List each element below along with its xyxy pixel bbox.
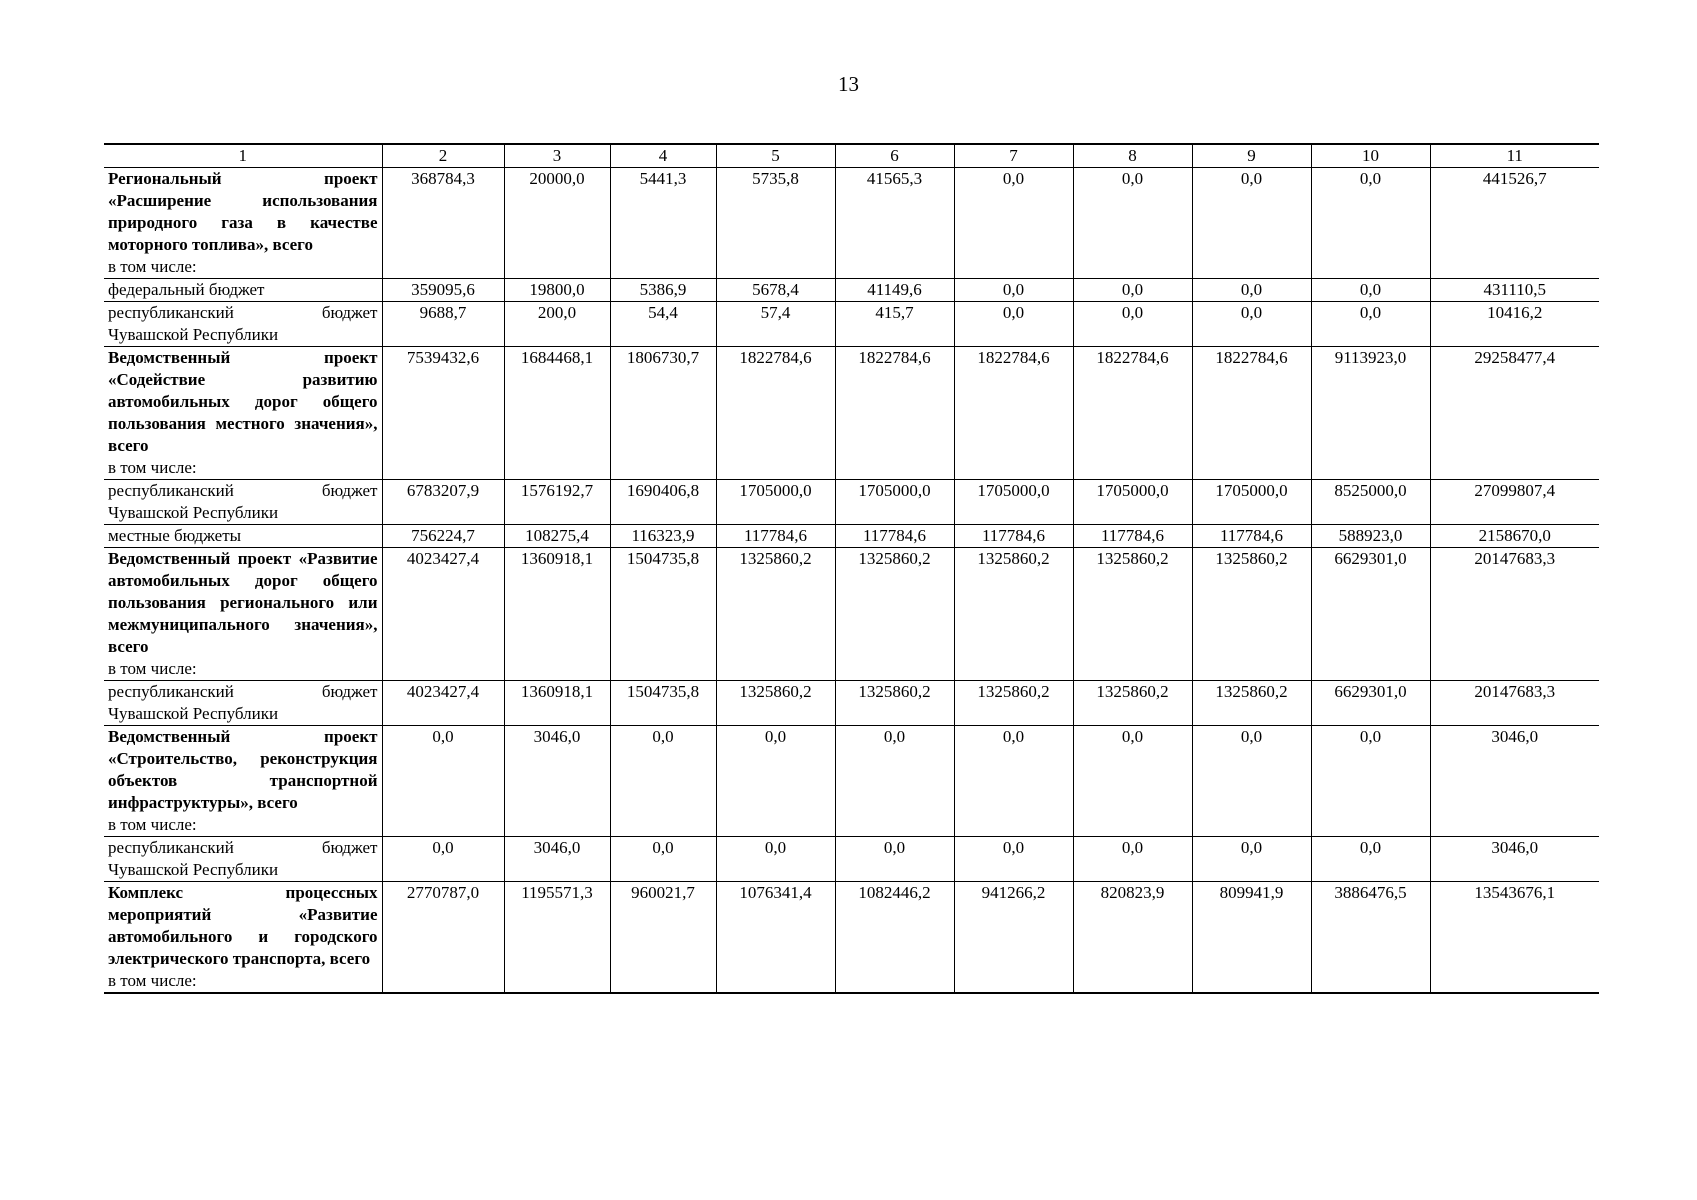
value-cell-col-5: 57,4 <box>716 302 835 347</box>
value-cell-col-4: 5441,3 <box>610 168 716 279</box>
table-row-item <box>104 681 1599 726</box>
column-header-1: 1 <box>104 144 382 168</box>
value-cell-col-8: 0,0 <box>1073 726 1192 837</box>
value-cell-col-9: 1325860,2 <box>1192 548 1311 681</box>
value-cell-col-8: 117784,6 <box>1073 525 1192 548</box>
value-cell-col-7: 941266,2 <box>954 882 1073 994</box>
value-cell-col-3: 1684468,1 <box>504 347 610 480</box>
value-cell-col-10: 3886476,5 <box>1311 882 1430 994</box>
table-row-group <box>104 882 1599 994</box>
table-row-item <box>104 302 1599 347</box>
value-cell-col-5: 117784,6 <box>716 525 835 548</box>
value-cell-col-4: 1504735,8 <box>610 548 716 681</box>
column-header-7: 7 <box>954 144 1073 168</box>
value-cell-col-8: 0,0 <box>1073 168 1192 279</box>
table-body <box>104 168 1599 994</box>
row-title-cell <box>104 548 382 681</box>
value-cell-col-11: 3046,0 <box>1430 726 1599 837</box>
row-title-cell <box>104 882 382 994</box>
value-cell-col-4: 1690406,8 <box>610 480 716 525</box>
value-cell-col-2: 6783207,9 <box>382 480 504 525</box>
table-row-group <box>104 168 1599 279</box>
row-label: федеральный бюджет <box>104 279 382 302</box>
value-cell-col-11: 20147683,3 <box>1430 548 1599 681</box>
row-title: Ведомственный проект «Содействие развитию автомобильных дорог общего пользования местного значения», всего <box>108 348 378 455</box>
value-cell-col-4: 54,4 <box>610 302 716 347</box>
column-header-11: 11 <box>1430 144 1599 168</box>
value-cell-col-6: 0,0 <box>835 726 954 837</box>
value-cell-col-4: 960021,7 <box>610 882 716 994</box>
value-cell-col-2: 2770787,0 <box>382 882 504 994</box>
value-cell-col-6: 1325860,2 <box>835 548 954 681</box>
value-cell-col-8: 0,0 <box>1073 279 1192 302</box>
column-header-4: 4 <box>610 144 716 168</box>
row-label: республиканский бюджет Чувашской Республики <box>104 681 382 726</box>
row-label: республиканский бюджет Чувашской Республики <box>104 302 382 347</box>
row-title: Ведомственный проект «Развитие автомобильных дорог общего пользования регионального или межмуниципального значения», всего <box>108 549 378 656</box>
value-cell-col-9: 809941,9 <box>1192 882 1311 994</box>
value-cell-col-11: 441526,7 <box>1430 168 1599 279</box>
row-label: местные бюджеты <box>104 525 382 548</box>
value-cell-col-9: 0,0 <box>1192 279 1311 302</box>
value-cell-col-5: 0,0 <box>716 726 835 837</box>
value-cell-col-8: 1822784,6 <box>1073 347 1192 480</box>
value-cell-col-4: 0,0 <box>610 726 716 837</box>
value-cell-col-11: 27099807,4 <box>1430 480 1599 525</box>
value-cell-col-5: 0,0 <box>716 837 835 882</box>
table-row-item <box>104 480 1599 525</box>
value-cell-col-8: 0,0 <box>1073 837 1192 882</box>
table-row-item <box>104 837 1599 882</box>
value-cell-col-8: 1325860,2 <box>1073 681 1192 726</box>
value-cell-col-8: 1705000,0 <box>1073 480 1192 525</box>
column-header-10: 10 <box>1311 144 1430 168</box>
value-cell-col-10: 0,0 <box>1311 726 1430 837</box>
row-title-cell <box>104 168 382 279</box>
value-cell-col-11: 29258477,4 <box>1430 347 1599 480</box>
value-cell-col-6: 1822784,6 <box>835 347 954 480</box>
value-cell-col-2: 4023427,4 <box>382 548 504 681</box>
table-row-group <box>104 347 1599 480</box>
value-cell-col-5: 1325860,2 <box>716 548 835 681</box>
table-row-group <box>104 726 1599 837</box>
value-cell-col-2: 368784,3 <box>382 168 504 279</box>
value-cell-col-2: 0,0 <box>382 726 504 837</box>
table-row-item <box>104 525 1599 548</box>
column-header-8: 8 <box>1073 144 1192 168</box>
value-cell-col-7: 0,0 <box>954 279 1073 302</box>
row-subtitle: в том числе: <box>108 971 197 990</box>
value-cell-col-3: 3046,0 <box>504 726 610 837</box>
budget-table <box>104 143 1599 994</box>
value-cell-col-7: 1705000,0 <box>954 480 1073 525</box>
value-cell-col-3: 1360918,1 <box>504 548 610 681</box>
value-cell-col-10: 6629301,0 <box>1311 681 1430 726</box>
value-cell-col-5: 5678,4 <box>716 279 835 302</box>
value-cell-col-6: 0,0 <box>835 837 954 882</box>
value-cell-col-9: 0,0 <box>1192 302 1311 347</box>
value-cell-col-3: 19800,0 <box>504 279 610 302</box>
value-cell-col-6: 415,7 <box>835 302 954 347</box>
value-cell-col-9: 0,0 <box>1192 168 1311 279</box>
value-cell-col-2: 9688,7 <box>382 302 504 347</box>
value-cell-col-11: 2158670,0 <box>1430 525 1599 548</box>
row-subtitle: в том числе: <box>108 815 197 834</box>
value-cell-col-9: 117784,6 <box>1192 525 1311 548</box>
value-cell-col-9: 1705000,0 <box>1192 480 1311 525</box>
value-cell-col-7: 1325860,2 <box>954 548 1073 681</box>
value-cell-col-10: 0,0 <box>1311 302 1430 347</box>
value-cell-col-9: 1822784,6 <box>1192 347 1311 480</box>
column-number-row <box>104 144 1599 168</box>
value-cell-col-8: 820823,9 <box>1073 882 1192 994</box>
value-cell-col-6: 1325860,2 <box>835 681 954 726</box>
value-cell-col-9: 0,0 <box>1192 837 1311 882</box>
value-cell-col-7: 0,0 <box>954 302 1073 347</box>
value-cell-col-11: 10416,2 <box>1430 302 1599 347</box>
value-cell-col-2: 4023427,4 <box>382 681 504 726</box>
value-cell-col-4: 0,0 <box>610 837 716 882</box>
value-cell-col-2: 359095,6 <box>382 279 504 302</box>
value-cell-col-8: 0,0 <box>1073 302 1192 347</box>
column-header-2: 2 <box>382 144 504 168</box>
value-cell-col-3: 108275,4 <box>504 525 610 548</box>
value-cell-col-11: 13543676,1 <box>1430 882 1599 994</box>
row-title-cell <box>104 347 382 480</box>
value-cell-col-4: 116323,9 <box>610 525 716 548</box>
value-cell-col-2: 7539432,6 <box>382 347 504 480</box>
value-cell-col-3: 1195571,3 <box>504 882 610 994</box>
table-row-item <box>104 279 1599 302</box>
column-header-3: 3 <box>504 144 610 168</box>
row-title: Комплекс процессных мероприятий «Развитие автомобильного и городского электрического транспорта, всего <box>108 883 378 968</box>
value-cell-col-7: 0,0 <box>954 726 1073 837</box>
value-cell-col-6: 1082446,2 <box>835 882 954 994</box>
value-cell-col-4: 1806730,7 <box>610 347 716 480</box>
value-cell-col-7: 1822784,6 <box>954 347 1073 480</box>
value-cell-col-5: 1076341,4 <box>716 882 835 994</box>
value-cell-col-8: 1325860,2 <box>1073 548 1192 681</box>
value-cell-col-9: 0,0 <box>1192 726 1311 837</box>
value-cell-col-11: 431110,5 <box>1430 279 1599 302</box>
value-cell-col-7: 1325860,2 <box>954 681 1073 726</box>
value-cell-col-10: 9113923,0 <box>1311 347 1430 480</box>
page-number: 13 <box>838 72 859 96</box>
row-subtitle: в том числе: <box>108 257 197 276</box>
value-cell-col-6: 117784,6 <box>835 525 954 548</box>
value-cell-col-10: 0,0 <box>1311 279 1430 302</box>
value-cell-col-10: 0,0 <box>1311 837 1430 882</box>
value-cell-col-5: 1705000,0 <box>716 480 835 525</box>
column-header-9: 9 <box>1192 144 1311 168</box>
value-cell-col-5: 1325860,2 <box>716 681 835 726</box>
value-cell-col-3: 200,0 <box>504 302 610 347</box>
value-cell-col-4: 5386,9 <box>610 279 716 302</box>
value-cell-col-11: 3046,0 <box>1430 837 1599 882</box>
value-cell-col-2: 756224,7 <box>382 525 504 548</box>
value-cell-col-6: 1705000,0 <box>835 480 954 525</box>
value-cell-col-10: 8525000,0 <box>1311 480 1430 525</box>
value-cell-col-10: 6629301,0 <box>1311 548 1430 681</box>
value-cell-col-5: 5735,8 <box>716 168 835 279</box>
value-cell-col-2: 0,0 <box>382 837 504 882</box>
value-cell-col-3: 1576192,7 <box>504 480 610 525</box>
row-title: Региональный проект «Расширение использования природного газа в качестве моторного топлива», всего <box>108 169 378 254</box>
row-subtitle: в том числе: <box>108 659 197 678</box>
column-header-6: 6 <box>835 144 954 168</box>
row-title: Ведомственный проект «Строительство, реконструкция объектов транспортной инфраструктуры», всего <box>108 727 378 812</box>
row-label: республиканский бюджет Чувашской Республики <box>104 837 382 882</box>
value-cell-col-3: 1360918,1 <box>504 681 610 726</box>
row-title-cell <box>104 726 382 837</box>
value-cell-col-6: 41149,6 <box>835 279 954 302</box>
value-cell-col-5: 1822784,6 <box>716 347 835 480</box>
value-cell-col-10: 0,0 <box>1311 168 1430 279</box>
value-cell-col-7: 0,0 <box>954 837 1073 882</box>
row-label: республиканский бюджет Чувашской Республики <box>104 480 382 525</box>
value-cell-col-9: 1325860,2 <box>1192 681 1311 726</box>
value-cell-col-7: 117784,6 <box>954 525 1073 548</box>
column-header-5: 5 <box>716 144 835 168</box>
value-cell-col-11: 20147683,3 <box>1430 681 1599 726</box>
row-subtitle: в том числе: <box>108 458 197 477</box>
value-cell-col-10: 588923,0 <box>1311 525 1430 548</box>
table-row-group <box>104 548 1599 681</box>
value-cell-col-6: 41565,3 <box>835 168 954 279</box>
value-cell-col-4: 1504735,8 <box>610 681 716 726</box>
value-cell-col-7: 0,0 <box>954 168 1073 279</box>
value-cell-col-3: 3046,0 <box>504 837 610 882</box>
value-cell-col-3: 20000,0 <box>504 168 610 279</box>
